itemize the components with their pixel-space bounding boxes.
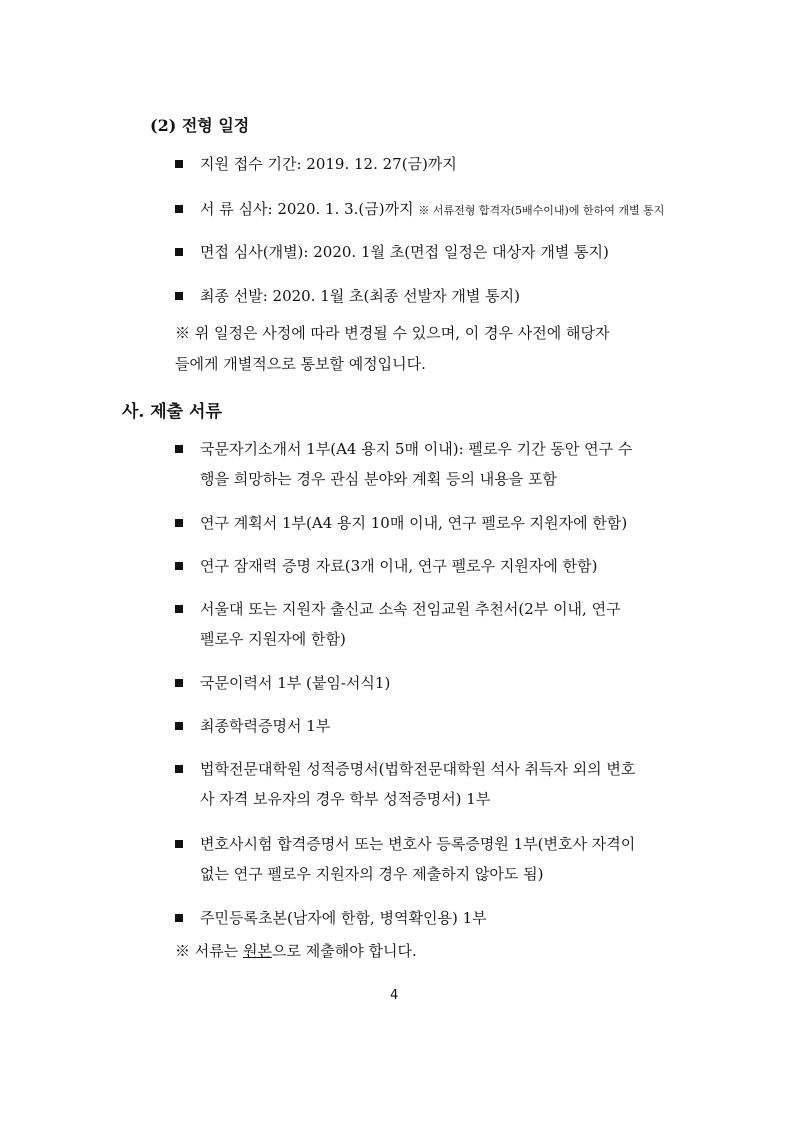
bullet-icon (175, 679, 183, 687)
document-item-5: 국문이력서 1부 (붙임-서식1) (200, 674, 391, 692)
schedule-heading: (2) 전형 일정 (150, 116, 250, 135)
document-item-7-line-2: 사 자격 보유자의 경우 학부 성적증명서) 1부 (200, 790, 491, 808)
document-item-2: 연구 계획서 1부(A4 용지 10매 이내, 연구 펠로우 지원자에 한함) (200, 514, 628, 532)
schedule-item-2 (200, 199, 664, 221)
schedule-item-1: 지원 접수 기간: 2019. 12. 27(금)까지 (200, 155, 457, 173)
schedule-notice-line-2: 들에게 개별적으로 통보할 예정입니다. (175, 355, 426, 373)
documents-final-note (175, 941, 417, 961)
bullet-icon (175, 562, 183, 570)
bullet-icon (175, 722, 183, 730)
bullet-icon (175, 914, 183, 922)
bullet-icon (175, 765, 183, 773)
document-item-4-line-1: 서울대 또는 지원자 출신교 소속 전임교원 추천서(2부 이내, 연구 (200, 600, 621, 618)
bullet-icon (175, 292, 183, 300)
schedule-notice-line-1: ※ 위 일정은 사정에 따라 변경될 수 있으며, 이 경우 사전에 해당자 (175, 324, 610, 342)
schedule-item-3: 면접 심사(개별): 2020. 1월 초(면접 일정은 대상자 개별 통지) (200, 243, 609, 261)
document-item-6: 최종학력증명서 1부 (200, 717, 331, 735)
document-item-3: 연구 잠재력 증명 자료(3개 이내, 연구 펠로우 지원자에 한함) (200, 557, 598, 575)
document-item-8-line-2: 없는 연구 펠로우 지원자의 경우 제출하지 않아도 됨) (200, 865, 544, 883)
final-note-prefix: ※ 서류는 (175, 942, 244, 960)
bullet-icon (175, 840, 183, 848)
final-note-suffix: 으로 제출해야 합니다. (272, 942, 417, 960)
document-item-4-line-2: 펠로우 지원자에 한함) (200, 630, 346, 648)
schedule-item-2-text: 서 류 심사: 2020. 1. 3.(금)까지 (200, 200, 414, 218)
bullet-icon (175, 160, 183, 168)
documents-heading: 사. 제출 서류 (122, 402, 222, 422)
final-note-underlined: 원본 (243, 942, 272, 960)
page-number: 4 (390, 988, 399, 1003)
schedule-item-4: 최종 선발: 2020. 1월 초(최종 선발자 개별 통지) (200, 287, 520, 305)
document-item-9: 주민등록초본(남자에 한함, 병역확인용) 1부 (200, 909, 487, 927)
bullet-icon (175, 248, 183, 256)
document-item-7-line-1: 법학전문대학원 성적증명서(법학전문대학원 석사 취득자 외의 변호 (200, 760, 636, 778)
schedule-item-2-note: ※ 서류전형 합격자(5배수이내)에 한하여 개별 통지 (418, 204, 665, 217)
document-item-1-line-1: 국문자기소개서 1부(A4 용지 5매 이내): 펠로우 기간 동안 연구 수 (200, 440, 633, 458)
document-item-8-line-1: 변호사시험 합격증명서 또는 변호사 등록증명원 1부(변호사 자격이 (200, 835, 636, 853)
bullet-icon (175, 205, 183, 213)
bullet-icon (175, 605, 183, 613)
document-item-1-line-2: 행을 희망하는 경우 관심 분야와 계획 등의 내용을 포함 (200, 470, 557, 488)
bullet-icon (175, 445, 183, 453)
bullet-icon (175, 519, 183, 527)
